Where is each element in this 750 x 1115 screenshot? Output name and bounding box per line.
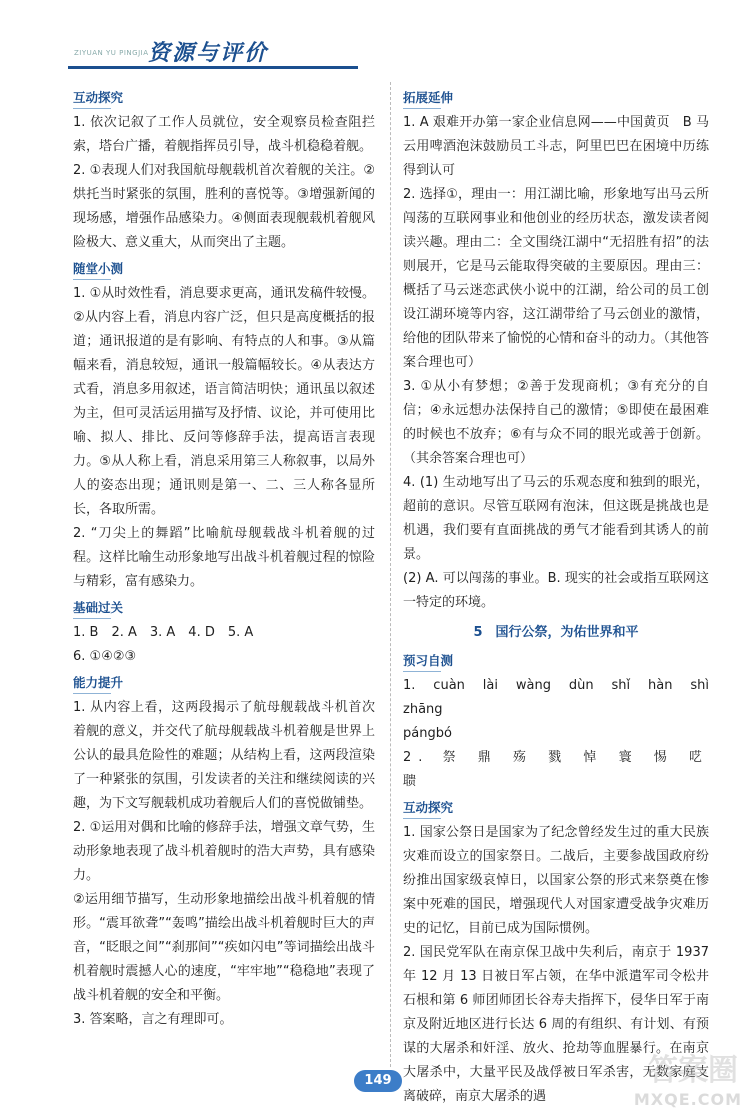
pinyin-answer: 1. cuàn lài wàng dùn shǐ hàn shì zhāng [403,678,709,717]
answer-paragraph: 1. A 艰难开办第一家企业信息网——中国黄页 B 马云用啤酒泡沫鼓励员工斗志，阿里巴巴在困境中历练得到认可 [403,115,709,178]
answer-paragraph: 1. B 2. A 3. A 4. D 5. A [73,625,254,640]
answer-paragraph: 1. 从内容上看，这两段揭示了航母舰载战斗机首次着舰的意义，并交代了航母舰载战斗机着舰是世界上公认的最具危险性的难题；从结构上看，这两段渲染了一种紧张的氛围，引发读者的关注和继续阅读的兴趣，为下文写舰载机成功着舰后人们的喜悦做铺垫。 [73,700,375,811]
lesson-title: 5 国行公祭，为佑世界和平 [473,625,639,640]
answer-paragraph: (2) A. 可以闯荡的事业。B. 现实的社会或指互联网这一特定的环境。 [403,571,709,610]
answer-paragraph: 2. ①表现人们对我国航母舰载机首次着舰的关注。②烘托当时紧张的氛围，胜利的喜悦等。③增强新闻的现场感，增强作品感染力。④侧面表现舰载机着舰风险极大、意义重大，从而突出了主题。 [73,163,375,250]
watermark [622,1049,742,1109]
answer-paragraph: 1. ①从时效性看，消息要求更高，通讯发稿件较慢。②从内容上看，消息内容广泛，但只是高度概括的报道；通讯报道的是有影响、有特点的人和事。③从篇幅来看，消息较短，通讯一般篇幅较长。④从表达方式看，消息多用叙述，语言简洁明快；通讯虽以叙述为主，但可灵活运用描写及抒情、议论，并可使用比喻、拟人、排比、反问等修辞手法，提高语言表现力。⑤从人称上看，消息采用第三人称叙事，以局外人的姿态出现；通讯则是第一、二、三人称各显所长，各取所需。 [73,286,375,517]
header-title: 资源与评价 [148,41,269,66]
section-title: 基础过关 [73,596,375,619]
answer-paragraph: 2. 国民党军队在南京保卫战中失利后，南京于 1937 年 12 月 13 日被日军占领，在华中派遣军司令松井石根和第 6 师团师团长谷寿夫指挥下，侵华日军于南京及附近地区进行长达 6 周的有组织、有计划、有预谋的大屠杀和奸淫、放火、抢劫等血腥暴行。在南京大屠杀中，大量平民及战俘被日军杀害，无数家庭支离破碎，南京大屠杀的遇 [403,945,709,1104]
section-title: 能力提升 [73,671,375,694]
answer-paragraph: 2. “刀尖上的舞蹈”比喻航母舰载战斗机着舰的过程。这样比喻生动形象地写出战斗机着舰过程的惊险与精彩，富有感染力。 [73,526,375,589]
answer-paragraph: 3. ①从小有梦想；②善于发现商机；③有充分的自信；④永远想办法保持自己的激情；⑤即使在最困难的时候也不放弃；⑥有与众不同的眼光或善于创新。（其余答案合理也可） [403,379,709,466]
watermark-logo: 答案圈 [648,1053,738,1088]
section-title: 互动探究 [403,796,709,819]
answer-paragraph: 4. (1) 生动地写出了马云的乐观态度和独到的眼光，超前的意识。尽管互联网有泡沫，但这既是挑战也是机遇，我们要有直面挑战的勇气才能看到其诱人的前景。 [403,475,709,562]
section-title: 随堂小测 [73,257,375,280]
section-title: 拓展延伸 [403,86,709,109]
pinyin-answer-cont: pángbó [403,726,452,741]
watermark-url: MXQE.COM [633,1090,742,1109]
answer-paragraph: 2. 选择①，理由一：用江湖比喻，形象地写出马云所闯荡的互联网事业和他创业的经历状态，激发读者阅读兴趣。理由二：全文围绕江湖中“无招胜有招”的法则展开，它是马云能取得突破的主要原因。理由三：概括了马云迷恋武侠小说中的江湖，给公司的员工创设江湖环境等内容，这江湖带给了马云创业的激情，给他的团队带来了愉悦的心情和奋斗的动力。（其他答案合理也可） [403,187,709,370]
left-column [73,84,375,1032]
right-column [403,84,709,1109]
section-title: 预习自测 [403,649,709,672]
page-header [68,36,368,72]
column-divider [390,82,391,1067]
answer-paragraph: 6. ①④②③ [73,649,137,664]
answer-paragraph: ②运用细节描写，生动形象地描绘出战斗机着舰的情形。“震耳欲聋”“轰鸣”描绘出战斗机着舰时巨大的声音，“眨眼之间”“刹那间”“疾如闪电”等词描绘出战斗机着舰时震撼人心的速度，“牢牢地”“稳稳地”表现了战斗机着舰的安全和平衡。 [73,892,375,1003]
header-english: ZIYUAN YU PINGJIA [74,49,149,57]
answer-paragraph: 1. 依次记叙了工作人员就位，安全观察员检查阻拦索，塔台广播，着舰指挥员引导，战斗机稳稳着舰。 [73,115,375,154]
answer-paragraph: 2. ①运用对偶和比喻的修辞手法，增强文章气势，生动形象地表现了战斗机着舰时的浩大声势，具有感染力。 [73,820,375,883]
character-answer: 2. 祭 鼎 殇 戮 悼 寰 惕 呓 聩 [403,750,709,789]
answer-paragraph: 1. 国家公祭日是国家为了纪念曾经发生过的重大民族灾难而设立的国家祭日。二战后，主要参战国政府纷纷推出国家级哀悼日，以国家公祭的形式来祭奠在惨案中死难的国民，增强现代人对国家遭受战争灾难历史的记忆，目前已成为国际惯例。 [403,825,709,936]
header-underline [68,66,358,69]
page-number: 149 [354,1070,402,1092]
section-title: 互动探究 [73,86,375,109]
answer-paragraph: 3. 答案略，言之有理即可。 [73,1012,233,1027]
